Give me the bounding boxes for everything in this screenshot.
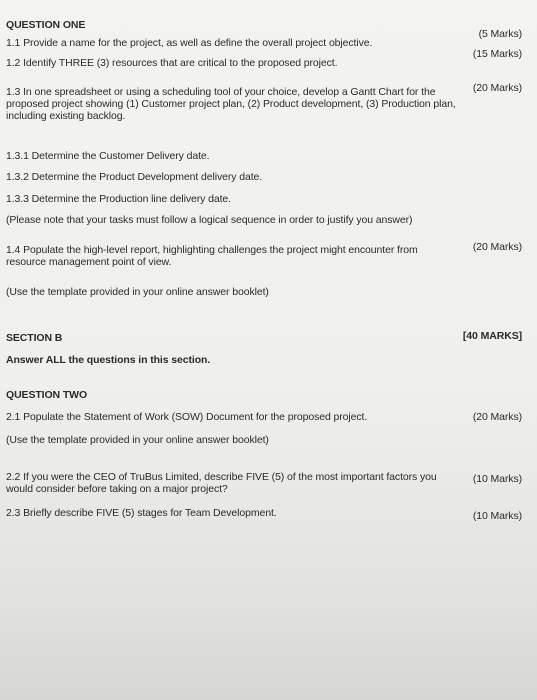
question-1-3-3-text: 1.3.3 Determine the Production line delivery date.: [6, 193, 231, 205]
question-1-3-text: 1.3 In one spreadsheet or using a scheduling tool of your choice, develop a Gantt Chart for the proposed project showing (1) Customer project plan, (2) Product development, (3) Production plan, including existing backlog.: [6, 86, 456, 122]
template-note-1: (Use the template provided in your online answer booklet): [6, 286, 269, 298]
logical-sequence-note: (Please note that your tasks must follow a logical sequence in order to justify you answer): [6, 214, 413, 226]
section-b-heading: SECTION B: [6, 332, 63, 344]
question-1-2-marks: (15 Marks): [472, 48, 522, 60]
template-note-2: (Use the template provided in your online answer booklet): [6, 434, 269, 446]
question-1-4-marks: (20 Marks): [472, 241, 522, 253]
question-1-3-marks: (20 Marks): [472, 82, 522, 94]
question-1-1-text: 1.1 Provide a name for the project, as well as define the overall project objective.: [6, 37, 373, 49]
question-2-3-marks: (10 Marks): [472, 510, 522, 522]
question-2-1-text: 2.1 Populate the Statement of Work (SOW) Document for the proposed project.: [6, 411, 368, 423]
section-b-marks: [40 MARKS]: [462, 330, 522, 342]
question-2-1-marks: (20 Marks): [472, 411, 522, 423]
question-two-heading: QUESTION TWO: [6, 389, 88, 401]
question-1-2-text: 1.2 Identify THREE (3) resources that are critical to the proposed project.: [6, 57, 338, 69]
question-2-3-text: 2.3 Briefly describe FIVE (5) stages for Team Development.: [6, 507, 277, 519]
question-1-3-1-text: 1.3.1 Determine the Customer Delivery date.: [6, 150, 210, 162]
question-2-2-text: 2.2 If you were the CEO of TruBus Limited, describe FIVE (5) of the most important factors you would consider before taking on a major project?: [6, 471, 437, 495]
question-one-heading: QUESTION ONE: [6, 19, 86, 31]
section-b-instruction: Answer ALL the questions in this section.: [6, 354, 211, 366]
question-2-2-marks: (10 Marks): [472, 473, 522, 485]
question-1-4-text: 1.4 Populate the high-level report, highlighting challenges the project might encounter from resource management point of view.: [6, 244, 418, 268]
question-1-3-2-text: 1.3.2 Determine the Product Development delivery date.: [6, 171, 263, 183]
question-1-1-marks: (5 Marks): [478, 28, 522, 40]
